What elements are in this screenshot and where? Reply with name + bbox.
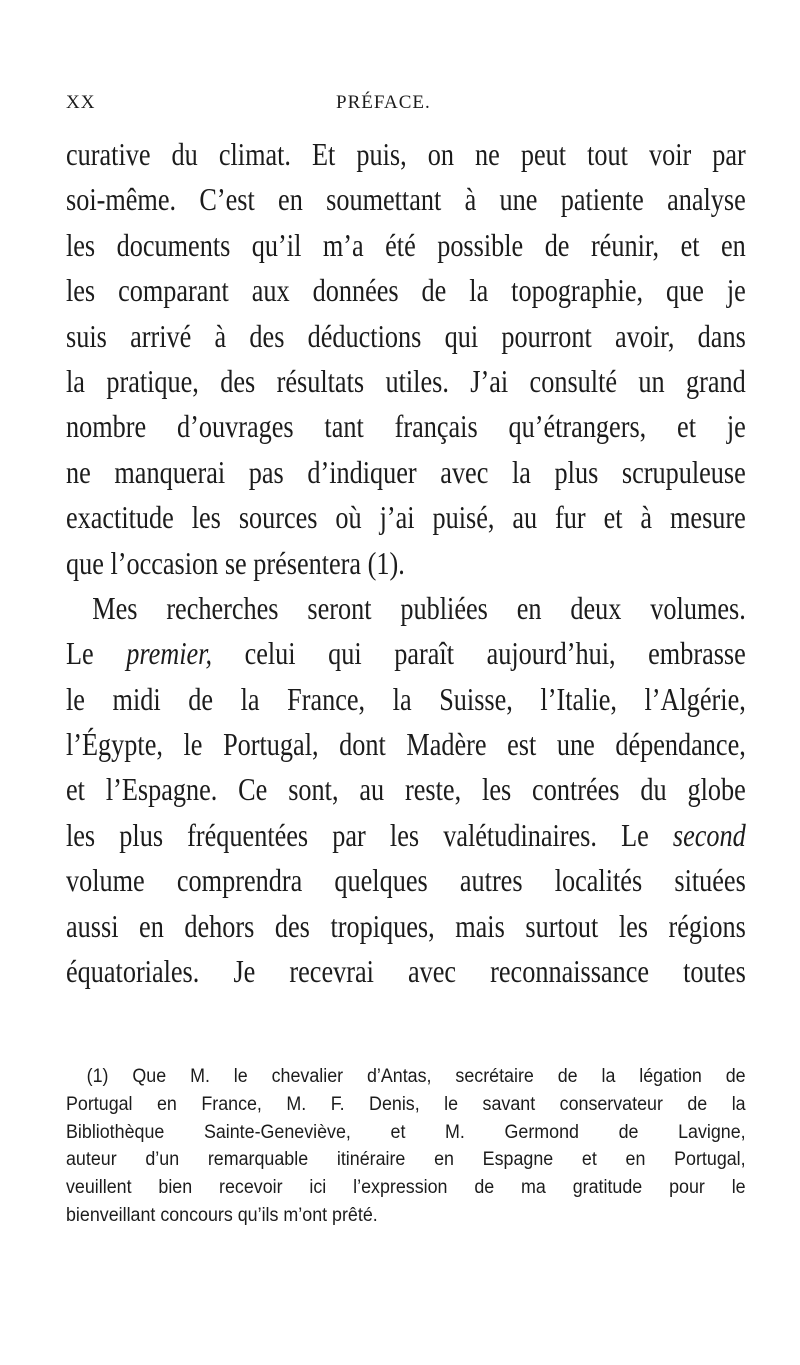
running-head [66,92,746,118]
body-text [66,132,746,994]
text-line: soi-même. C’est en soumettant à une patiente analyse [66,181,746,218]
text-line: exactitude les sources où j’ai puisé, au fur et à mesure [66,499,746,536]
footnote-line: Portugal en France, M. F. Denis, le savant conservateur de la [66,1093,746,1115]
footnote-line: veuillent bien recevoir ici l’expression de ma gratitude pour le [66,1177,746,1199]
italic-term-premier: premier, [126,635,213,672]
footnote-line: Bibliothèque Sainte-Geneviève, et M. Germond de Lavigne, [66,1121,746,1143]
text-line [66,813,746,858]
text-line: que l’occasion se présentera (1). [66,544,405,581]
text-line: nombre d’ouvrages tant français qu’étrangers, et je [66,408,746,445]
text-line: les comparant aux données de la topographie, que je [66,272,746,309]
text-line: ne manquerai pas d’indiquer avec la plus scrupuleuse [66,453,746,490]
text-line: Mes recherches seront publiées en deux volumes. [92,589,746,626]
text-line: et l’Espagne. Ce sont, au reste, les contrées du globe [66,771,746,808]
text-run: les plus fréquentées par les valétudinaires. Le [66,816,673,853]
text-line: le midi de la France, la Suisse, l’Italie, l’Algérie, [66,680,746,717]
page-number: XX [66,92,96,113]
text-line: les documents qu’il m’a été possible de réunir, et en [66,226,746,263]
text-line: volume comprendra quelques autres localités situées [66,862,746,899]
text-run: Le [66,635,127,672]
footnote [66,1063,746,1230]
footnote-line: (1) Que M. le chevalier d’Antas, secrétaire de la légation de [86,1066,746,1087]
italic-term-second: second [672,816,746,853]
text-run: celui qui paraît aujourd’hui, embrasse [212,635,746,672]
text-line: aussi en dehors des tropiques, mais surtout les régions [66,907,746,944]
running-title: PRÉFACE. [336,92,431,113]
text-line [66,631,746,676]
footnote-line: bienveillant concours qu’ils m’ont prêté. [66,1204,378,1226]
text-line: l’Égypte, le Portugal, dont Madère est une dépendance, [66,726,746,763]
footnote-line: auteur d’un remarquable itinéraire en Espagne et en Portugal, [66,1149,746,1171]
text-line: la pratique, des résultats utiles. J’ai consulté un grand [66,362,746,399]
text-line: suis arrivé à des déductions qui pourront avoir, dans [66,317,746,354]
text-line: curative du climat. Et puis, on ne peut tout voir par [66,136,746,172]
text-line: équatoriales. Je recevrai avec reconnaissance toutes [66,953,746,990]
